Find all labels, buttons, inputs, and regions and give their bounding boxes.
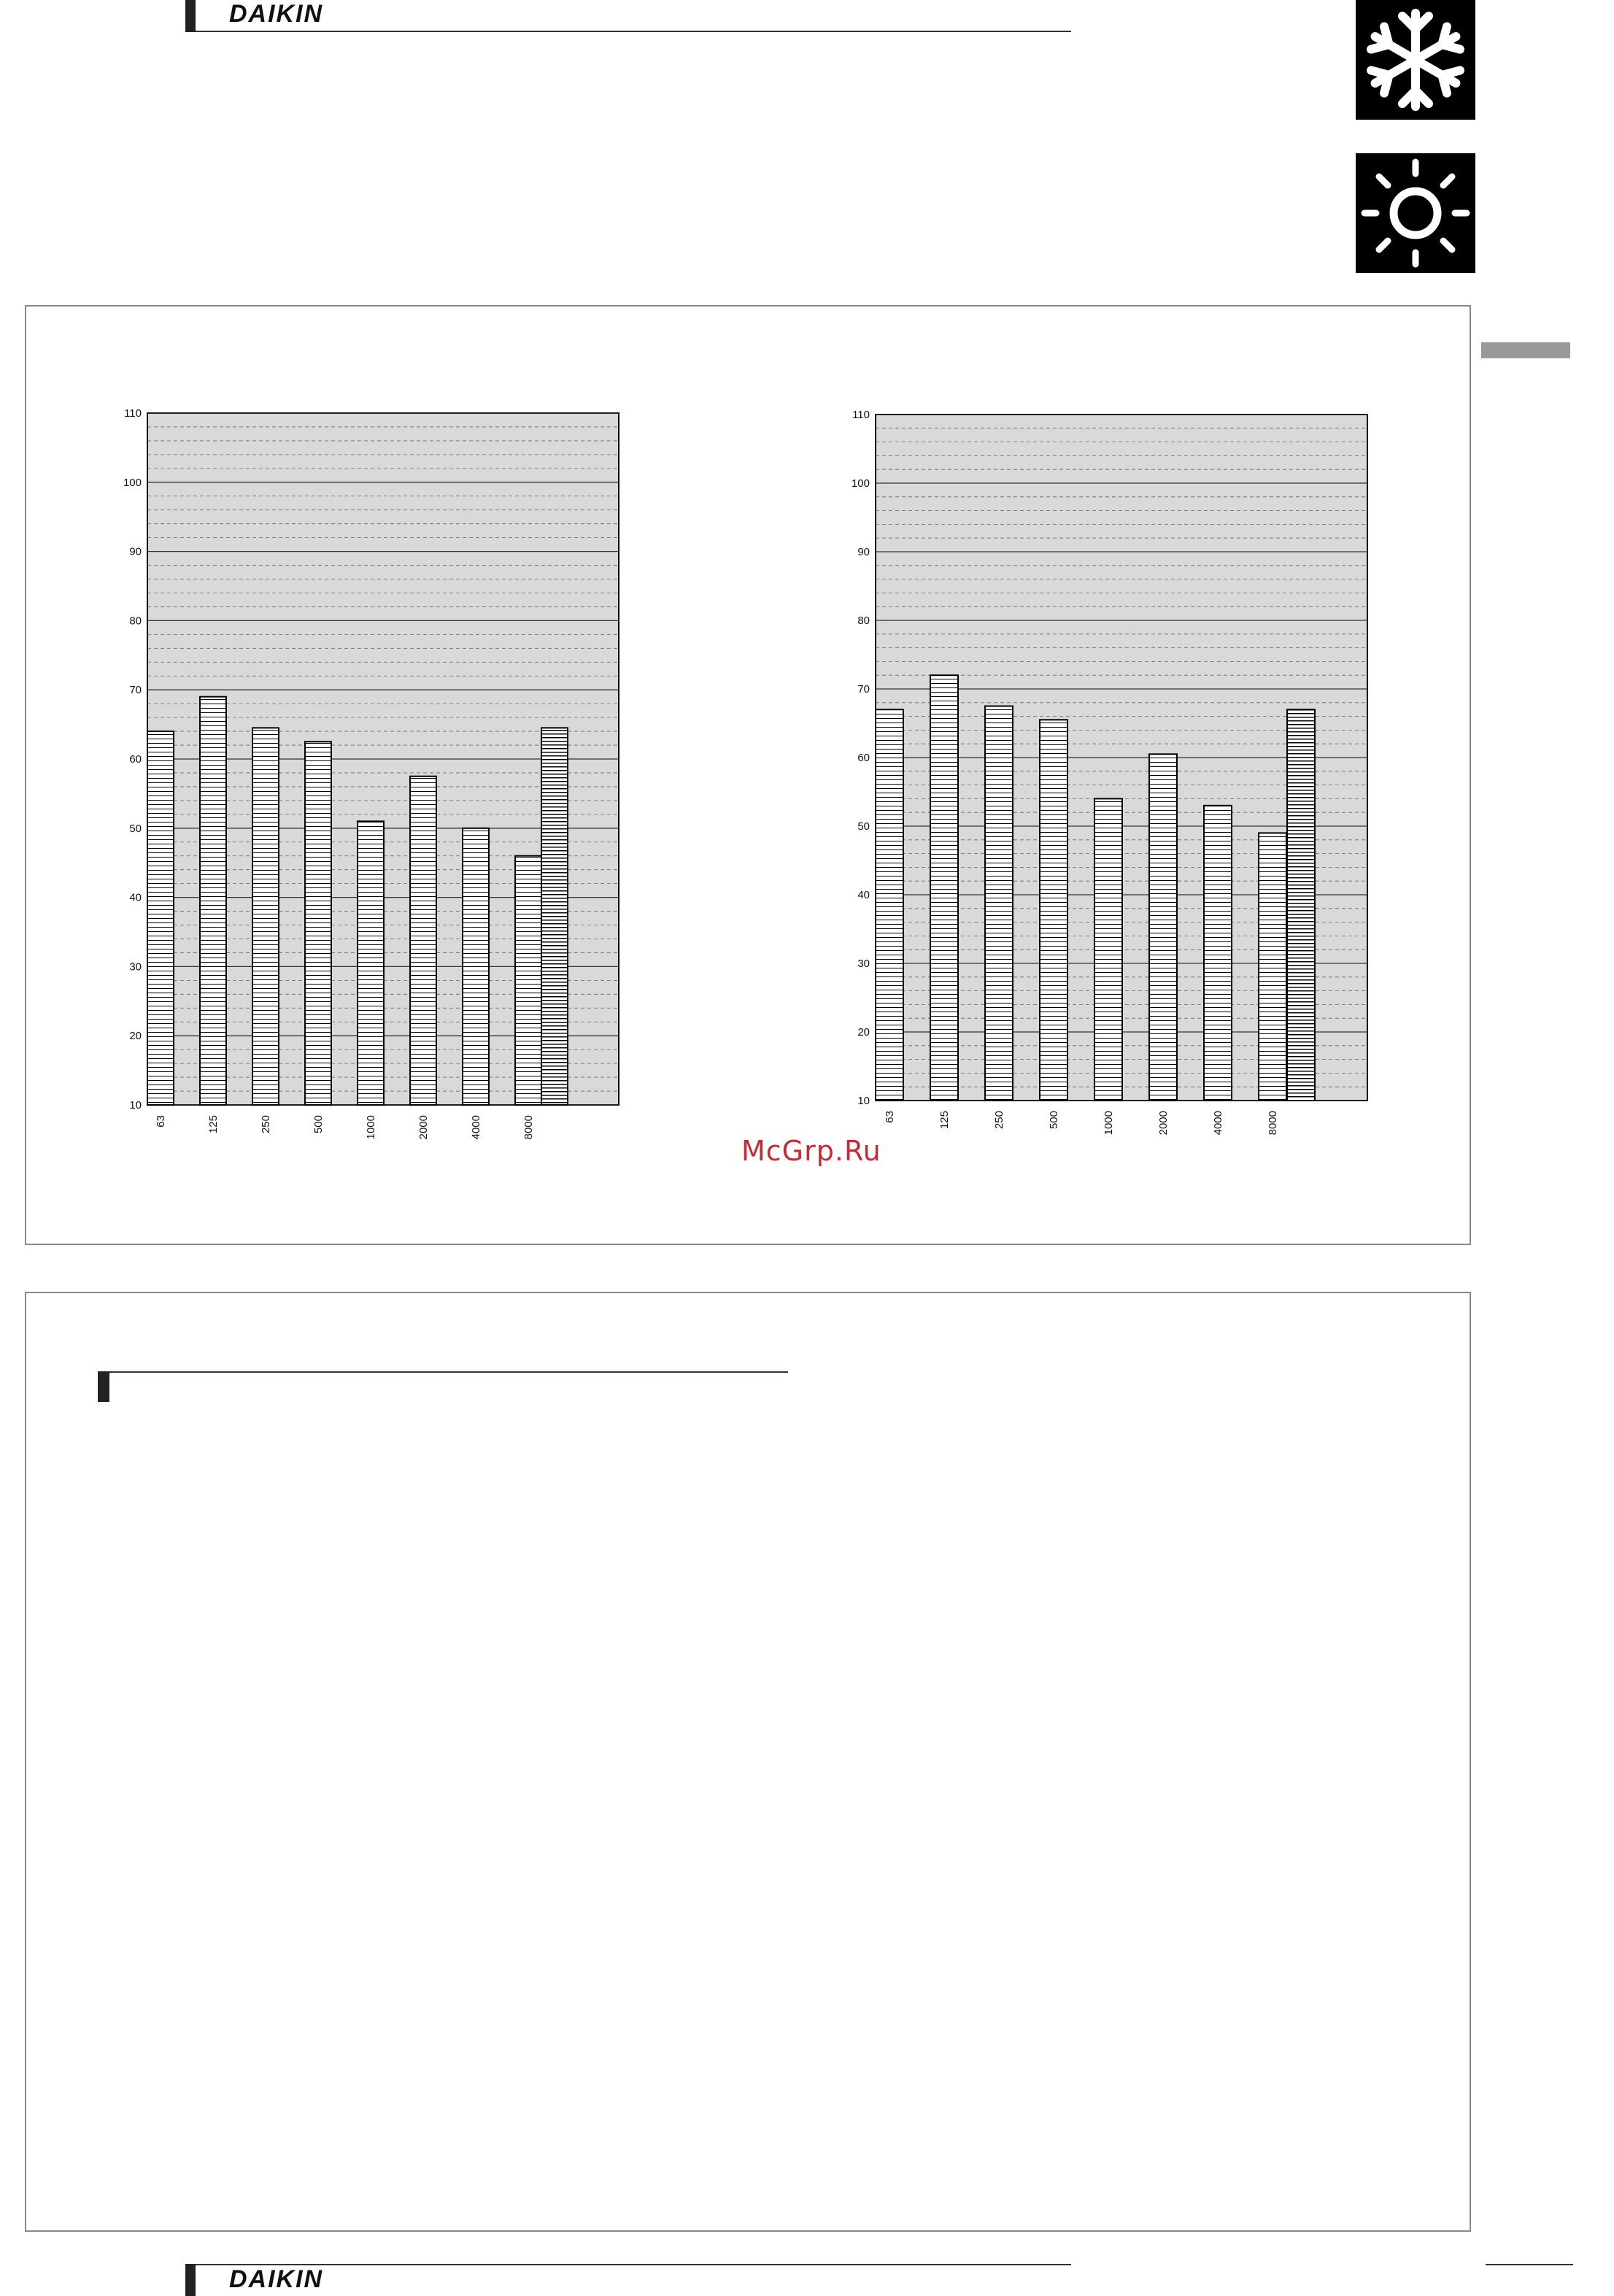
bar-125 <box>200 697 226 1105</box>
header-rule <box>196 31 1071 32</box>
x-tick-label: 63 <box>155 1115 167 1128</box>
section-heading-bar <box>98 1371 109 1402</box>
sound-spectrum-chart-left <box>102 401 642 1160</box>
bar-2000 <box>410 777 436 1105</box>
y-tick-label: 40 <box>129 891 142 904</box>
x-tick-label: 500 <box>312 1115 325 1134</box>
section-heading-rule <box>109 1371 788 1373</box>
bar-250 <box>985 706 1013 1101</box>
y-tick-label: 20 <box>857 1026 870 1039</box>
y-tick-label: 50 <box>857 820 870 833</box>
y-tick-label: 90 <box>129 545 142 558</box>
y-tick-label: 30 <box>129 960 142 974</box>
y-tick-label: 60 <box>129 753 142 766</box>
x-tick-label: 2000 <box>1157 1111 1170 1136</box>
footer-brand-bar <box>185 2264 196 2296</box>
x-tick-label: 1000 <box>1103 1111 1115 1136</box>
footer-side-rule <box>1486 2264 1573 2265</box>
header-brand-logo: DAIKIN <box>229 0 324 28</box>
bar-4000 <box>463 828 489 1105</box>
bar-8000 <box>1259 833 1286 1101</box>
bar-1000 <box>1094 798 1122 1101</box>
y-tick-label: 110 <box>852 409 870 421</box>
x-tick-label: 8000 <box>1267 1111 1279 1136</box>
y-tick-label: 50 <box>129 822 142 835</box>
bar-8000 <box>515 856 541 1105</box>
watermark-text: McGrp.Ru <box>741 1135 881 1167</box>
footer-brand-logo: DAIKIN <box>229 2265 324 2293</box>
y-tick-label: 10 <box>129 1099 142 1112</box>
bar-500 <box>1040 720 1067 1101</box>
y-tick-label: 80 <box>857 615 870 627</box>
header-brand-bar <box>185 0 196 32</box>
y-tick-label: 10 <box>857 1095 870 1107</box>
y-tick-label: 20 <box>129 1030 142 1043</box>
x-tick-label: 250 <box>260 1115 272 1134</box>
x-tick-label: 63 <box>884 1111 896 1123</box>
y-tick-label: 30 <box>857 958 870 970</box>
x-tick-label: 500 <box>1048 1111 1060 1130</box>
y-tick-label: 80 <box>129 615 142 628</box>
x-tick-label: 250 <box>993 1111 1005 1130</box>
y-tick-label: 60 <box>857 752 870 764</box>
sun-icon <box>1356 153 1475 273</box>
bar-63 <box>876 709 903 1101</box>
section-tab-marker <box>1481 342 1570 358</box>
sound-spectrum-chart-right <box>832 403 1386 1162</box>
x-tick-label: 125 <box>938 1111 951 1130</box>
y-tick-label: 70 <box>129 684 142 697</box>
y-tick-label: 110 <box>124 407 142 420</box>
snowflake-icon <box>1356 0 1475 120</box>
footer-rule <box>196 2264 1071 2265</box>
bar-total <box>541 728 568 1105</box>
bar-125 <box>930 675 958 1101</box>
bar-500 <box>305 741 331 1105</box>
x-tick-label: 125 <box>207 1115 220 1134</box>
bar-1000 <box>358 821 384 1105</box>
bar-63 <box>147 731 174 1105</box>
y-tick-label: 90 <box>857 546 870 558</box>
y-tick-label: 100 <box>851 477 870 490</box>
x-tick-label: 8000 <box>522 1115 535 1140</box>
x-tick-label: 4000 <box>470 1115 482 1140</box>
x-tick-label: 2000 <box>417 1115 430 1140</box>
y-tick-label: 100 <box>123 476 142 489</box>
bar-250 <box>252 728 279 1105</box>
bar-4000 <box>1204 806 1232 1101</box>
lower-panel <box>25 1292 1471 2232</box>
y-tick-label: 40 <box>857 889 870 901</box>
bar-total <box>1287 709 1315 1101</box>
bar-2000 <box>1149 754 1177 1101</box>
x-tick-label: 1000 <box>365 1115 377 1140</box>
x-tick-label: 4000 <box>1212 1111 1224 1136</box>
y-tick-label: 70 <box>857 683 870 696</box>
